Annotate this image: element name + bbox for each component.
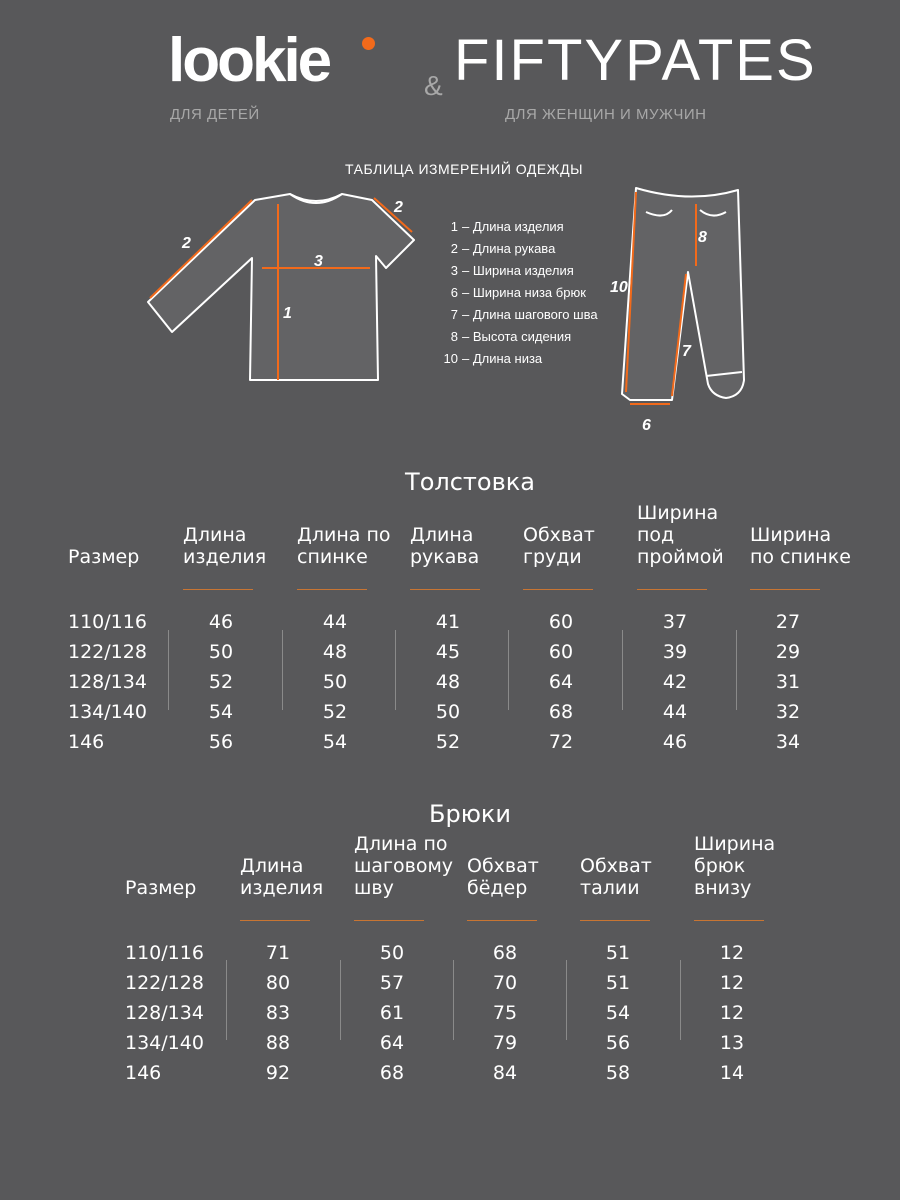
table-cell: 39 <box>662 641 688 663</box>
table-cell: 79 <box>492 1032 518 1054</box>
column-separator <box>566 960 567 1040</box>
table-cell: 50 <box>379 942 405 964</box>
column-header: Длина рукава <box>410 524 480 568</box>
pants-title: Брюки <box>429 800 511 828</box>
legend-label: Длина низа <box>472 351 543 366</box>
size-cell: 146 <box>125 1062 162 1084</box>
table-cell: 46 <box>662 731 688 753</box>
table-cell: 37 <box>662 611 688 633</box>
column-header: Ширина по спинке <box>750 524 851 568</box>
header-underline <box>410 589 480 590</box>
column-separator <box>340 960 341 1040</box>
looklie-subtitle: ДЛЯ ДЕТЕЙ <box>170 106 260 123</box>
table-cell: 54 <box>322 731 348 753</box>
table-cell: 57 <box>379 972 405 994</box>
table-cell: 27 <box>775 611 801 633</box>
legend-label: Ширина низа брюк <box>472 285 586 300</box>
table-cell: 52 <box>208 671 234 693</box>
header-underline <box>637 589 707 590</box>
legend-number: 3 <box>450 263 458 278</box>
table-cell: 12 <box>719 1002 745 1024</box>
table-cell: 60 <box>548 611 574 633</box>
table-cell: 68 <box>548 701 574 723</box>
legend-number: 1 <box>450 219 458 234</box>
legend-label: Длина изделия <box>472 219 564 234</box>
label-8: 8 <box>698 229 707 246</box>
legend-dash: – <box>462 285 473 300</box>
column-separator <box>453 960 454 1040</box>
table-cell: 54 <box>208 701 234 723</box>
fiftypates-logo: FIFTYPATES <box>454 28 817 93</box>
size-cell: 134/140 <box>68 701 147 723</box>
table-cell: 58 <box>605 1062 631 1084</box>
header-underline <box>467 920 537 921</box>
header-underline <box>240 920 310 921</box>
table-cell: 50 <box>435 701 461 723</box>
table-cell: 83 <box>265 1002 291 1024</box>
table-cell: 72 <box>548 731 574 753</box>
diagram-title: ТАБЛИЦА ИЗМЕРЕНИЙ ОДЕЖДЫ <box>345 161 583 177</box>
table-cell: 84 <box>492 1062 518 1084</box>
size-cell: 122/128 <box>125 972 204 994</box>
legend-item <box>432 238 598 260</box>
fiftypates-subtitle: ДЛЯ ЖЕНЩИН И МУЖЧИН <box>505 106 707 123</box>
column-separator <box>226 960 227 1040</box>
table-cell: 41 <box>435 611 461 633</box>
column-separator <box>622 630 623 710</box>
table-cell: 71 <box>265 942 291 964</box>
table-cell: 31 <box>775 671 801 693</box>
size-cell: 110/116 <box>125 942 204 964</box>
table-cell: 80 <box>265 972 291 994</box>
legend-label: Длина шагового шва <box>472 307 598 322</box>
size-cell: 128/134 <box>125 1002 204 1024</box>
legend-item <box>432 260 598 282</box>
label-3: 3 <box>314 253 323 270</box>
column-header: Длина по спинке <box>297 524 391 568</box>
table-cell: 56 <box>605 1032 631 1054</box>
table-cell: 75 <box>492 1002 518 1024</box>
legend-number: 8 <box>450 329 458 344</box>
label-2-right: 2 <box>394 199 403 216</box>
table-cell: 12 <box>719 972 745 994</box>
table-cell: 92 <box>265 1062 291 1084</box>
size-cell: 122/128 <box>68 641 147 663</box>
table-cell: 42 <box>662 671 688 693</box>
legend-item <box>432 304 598 326</box>
table-cell: 51 <box>605 942 631 964</box>
header-underline <box>750 589 820 590</box>
legend-label: Ширина изделия <box>472 263 574 278</box>
table-cell: 48 <box>322 641 348 663</box>
column-header: Длина изделия <box>183 524 267 568</box>
column-separator <box>680 960 681 1040</box>
column-separator <box>282 630 283 710</box>
legend-dash: – <box>462 351 473 366</box>
header-underline <box>354 920 424 921</box>
column-header: Обхват бёдер <box>467 855 539 899</box>
column-separator <box>736 630 737 710</box>
measurement-legend <box>432 216 598 370</box>
column-header: Длина изделия <box>240 855 324 899</box>
header-underline <box>183 589 253 590</box>
table-cell: 70 <box>492 972 518 994</box>
column-header: Обхват груди <box>523 524 595 568</box>
legend-number: 7 <box>450 307 458 322</box>
column-header: Ширина брюк внизу <box>694 833 776 899</box>
table-cell: 44 <box>322 611 348 633</box>
legend-number: 2 <box>450 241 458 256</box>
label-2-left: 2 <box>182 235 191 252</box>
table-cell: 50 <box>208 641 234 663</box>
table-cell: 13 <box>719 1032 745 1054</box>
column-separator <box>168 630 169 710</box>
table-cell: 32 <box>775 701 801 723</box>
label-1: 1 <box>283 305 292 322</box>
size-header: Размер <box>125 877 197 899</box>
column-header: Длина по шаговому шву <box>354 833 454 899</box>
size-cell: 146 <box>68 731 105 753</box>
legend-item <box>432 216 598 238</box>
table-cell: 61 <box>379 1002 405 1024</box>
table-cell: 64 <box>548 671 574 693</box>
size-header: Размер <box>68 546 140 568</box>
table-cell: 48 <box>435 671 461 693</box>
legend-label: Высота сидения <box>472 329 572 344</box>
header-underline <box>297 589 367 590</box>
table-cell: 46 <box>208 611 234 633</box>
table-cell: 60 <box>548 641 574 663</box>
legend-dash: – <box>462 263 473 278</box>
table-cell: 54 <box>605 1002 631 1024</box>
legend-dash: – <box>462 329 473 344</box>
label-10: 10 <box>610 279 628 296</box>
legend-dash: – <box>462 307 473 322</box>
sweatshirt-title: Толстовка <box>405 468 535 496</box>
table-cell: 14 <box>719 1062 745 1084</box>
table-cell: 44 <box>662 701 688 723</box>
table-cell: 45 <box>435 641 461 663</box>
table-cell: 88 <box>265 1032 291 1054</box>
label-6: 6 <box>642 417 651 434</box>
table-cell: 68 <box>492 942 518 964</box>
pants-illustration <box>622 188 744 404</box>
table-cell: 50 <box>322 671 348 693</box>
table-cell: 64 <box>379 1032 405 1054</box>
size-cell: 128/134 <box>68 671 147 693</box>
legend-item <box>432 326 598 348</box>
legend-number: 6 <box>450 285 458 300</box>
legend-label: Длина рукава <box>472 241 556 256</box>
table-cell: 52 <box>435 731 461 753</box>
legend-dash: – <box>462 241 473 256</box>
header-underline <box>580 920 650 921</box>
column-header: Обхват талии <box>580 855 652 899</box>
size-cell: 134/140 <box>125 1032 204 1054</box>
size-cell: 110/116 <box>68 611 147 633</box>
column-separator <box>508 630 509 710</box>
legend-item <box>432 348 598 370</box>
ampersand: & <box>424 70 443 101</box>
looklie-logo: lookie <box>168 26 330 95</box>
table-cell: 34 <box>775 731 801 753</box>
table-cell: 29 <box>775 641 801 663</box>
table-cell: 56 <box>208 731 234 753</box>
legend-dash: – <box>462 219 473 234</box>
column-separator <box>395 630 396 710</box>
header-underline <box>523 589 593 590</box>
label-7: 7 <box>682 343 691 360</box>
sweatshirt-illustration <box>148 194 414 380</box>
table-cell: 51 <box>605 972 631 994</box>
column-header: Ширина под проймой <box>637 502 724 568</box>
legend-number: 10 <box>443 351 458 366</box>
table-cell: 68 <box>379 1062 405 1084</box>
legend-item <box>432 282 598 304</box>
table-cell: 52 <box>322 701 348 723</box>
table-cell: 12 <box>719 942 745 964</box>
header-underline <box>694 920 764 921</box>
